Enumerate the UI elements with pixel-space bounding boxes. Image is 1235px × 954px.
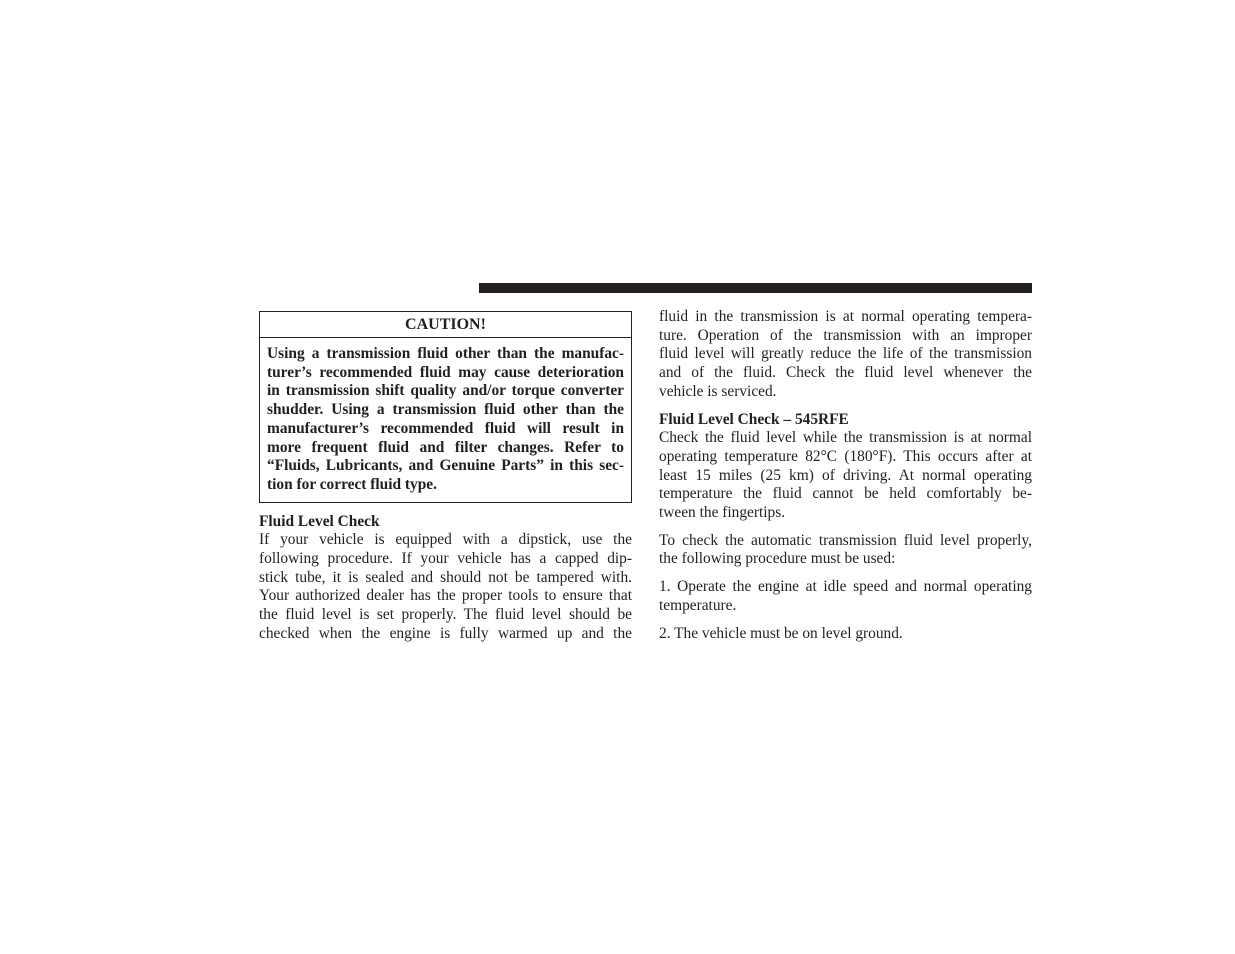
- text-line: tween the fingertips.: [659, 504, 786, 522]
- caution-line: “Fluids, Lubricants, and Genuine Parts” in this sec-: [267, 457, 624, 475]
- 545rfe-paragraph: [659, 429, 1032, 523]
- caution-line: turer’s recommended fluid may cause deterioration: [267, 363, 624, 381]
- text-line: operating temperature 82°C (180°F). This occurs after at: [659, 447, 1032, 465]
- caution-body: [260, 338, 631, 502]
- text-line: stick tube, it is sealed and should not be tampered with.: [259, 568, 632, 586]
- text-line: temperature.: [659, 596, 737, 614]
- text-line: least 15 miles (25 km) of driving. At normal operating: [659, 466, 1032, 484]
- text-line: Your authorized dealer has the proper tools to ensure that: [259, 587, 632, 605]
- caution-box: [259, 311, 632, 503]
- text-line: following procedure. If your vehicle has a capped dip-: [259, 550, 632, 568]
- text-line: vehicle is serviced.: [659, 382, 777, 400]
- text-line: If your vehicle is equipped with a dipstick, use the: [259, 531, 632, 549]
- caution-line: more frequent fluid and filter changes. Refer to: [267, 438, 624, 456]
- caution-line: tion for correct fluid type.: [267, 475, 437, 493]
- fluid-level-check-heading: Fluid Level Check: [259, 512, 380, 530]
- section-header-bar: [479, 283, 1032, 293]
- caution-line: in transmission shift quality and/or torque converter: [267, 382, 624, 400]
- fluid-level-check-paragraph: [259, 531, 632, 643]
- text-line: the following procedure must be used:: [659, 550, 896, 568]
- procedure-step-1: [659, 578, 1032, 615]
- text-line: the fluid level is set properly. The fluid level should be: [259, 606, 632, 624]
- text-line: checked when the engine is fully warmed up and the: [259, 624, 632, 642]
- caution-title: CAUTION!: [260, 312, 631, 338]
- caution-line: manufacturer’s recommended fluid will result in: [267, 419, 624, 437]
- text-line: To check the automatic transmission fluid level properly,: [659, 531, 1032, 549]
- caution-line: shudder. Using a transmission fluid other than the: [267, 401, 624, 419]
- text-line: fluid in the transmission is at normal operating tempera-: [659, 308, 1032, 325]
- text-line: 1. Operate the engine at idle speed and normal operating: [659, 578, 1032, 596]
- procedure-step-2: [659, 625, 1032, 644]
- operating-temperature-paragraph: [659, 308, 1032, 402]
- text-line: Check the fluid level while the transmission is at normal: [659, 429, 1032, 447]
- caution-line: Using a transmission fluid other than the manufac-: [267, 345, 624, 362]
- text-line: and of the fluid. Check the fluid level whenever the: [659, 364, 1032, 382]
- fluid-level-check-545rfe-heading: Fluid Level Check – 545RFE: [659, 410, 849, 428]
- procedure-intro-paragraph: [659, 532, 1032, 569]
- text-line: 2. The vehicle must be on level ground.: [659, 624, 903, 642]
- text-line: fluid level will greatly reduce the life of the transmission: [659, 345, 1032, 363]
- text-line: temperature the fluid cannot be held comfortably be-: [659, 485, 1032, 503]
- text-line: ture. Operation of the transmission with an improper: [659, 326, 1032, 344]
- left-column: [259, 308, 632, 644]
- right-column: [659, 308, 1032, 643]
